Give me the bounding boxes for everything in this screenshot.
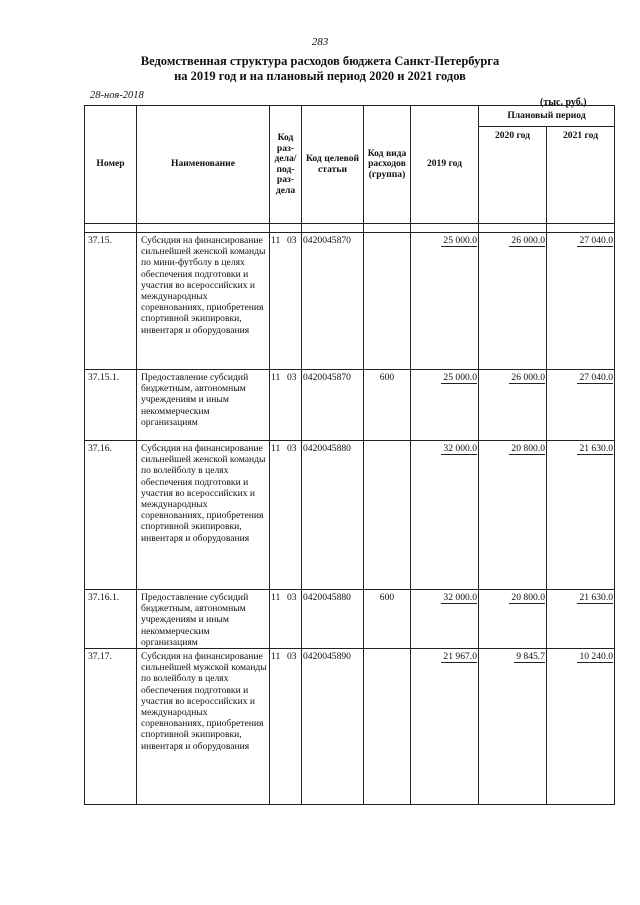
row-2019: 32 000.0 xyxy=(411,590,479,649)
row-vr: 600 xyxy=(364,590,411,649)
document-title xyxy=(0,54,640,84)
row-section: 11 03 xyxy=(270,649,302,805)
row-number: 37.15. xyxy=(85,233,137,370)
header-2020: 2020 год xyxy=(479,127,547,224)
table-row xyxy=(85,649,615,805)
row-number: 37.16. xyxy=(85,441,137,590)
table-row xyxy=(85,370,615,441)
row-vr xyxy=(364,233,411,370)
spacer-row xyxy=(85,224,615,233)
row-2020: 26 000.0 xyxy=(479,370,547,441)
row-name: Субсидия на финансирование сильнейшей женской команды по мини-футболу в целях обеспечения подготовки и участия во всероссийских и международных соревнованиях, приобретения спортивной экипировки, инвентаря и оборудования xyxy=(137,233,270,370)
row-section: 11 03 xyxy=(270,590,302,649)
row-number: 37.15.1. xyxy=(85,370,137,441)
row-section: 11 03 xyxy=(270,233,302,370)
units-label: (тыс. руб.) xyxy=(540,97,587,108)
header-section: Код раз-дела/ под-раз-дела xyxy=(270,106,302,224)
header-2019: 2019 год xyxy=(411,106,479,224)
header-csr: Код целевой статьи xyxy=(302,106,364,224)
row-2021: 27 040.0 xyxy=(547,233,615,370)
row-name: Субсидия на финансирование сильнейшей женской команды по волейболу в целях обеспечения подготовки и участия во всероссийских и международных соревнованиях, приобретения спортивной экипировки, инвентаря и оборудования xyxy=(137,441,270,590)
row-2021: 27 040.0 xyxy=(547,370,615,441)
title-line-2: на 2019 год и на плановый период 2020 и 2021 годов xyxy=(174,69,466,83)
header-plan-period: Плановый период xyxy=(479,106,615,127)
row-2019: 32 000.0 xyxy=(411,441,479,590)
header-vr: Код вида расходов (группа) xyxy=(364,106,411,224)
row-vr xyxy=(364,649,411,805)
table-row xyxy=(85,233,615,370)
header-name: Наименование xyxy=(137,106,270,224)
header-2021: 2021 год xyxy=(547,127,615,224)
title-line-1: Ведомственная структура расходов бюджета Санкт-Петербурга xyxy=(140,54,500,68)
row-2020: 20 800.0 xyxy=(479,441,547,590)
row-2019: 25 000.0 xyxy=(411,233,479,370)
row-csr: 0420045880 xyxy=(302,441,364,590)
document-date: 28-ноя-2018 xyxy=(90,90,144,101)
row-vr xyxy=(364,441,411,590)
row-name: Предоставление субсидий бюджетным, автономным учреждениям и иным некоммерческим организациям xyxy=(137,590,270,649)
table-row xyxy=(85,441,615,590)
row-csr: 0420045870 xyxy=(302,370,364,441)
row-section: 11 03 xyxy=(270,441,302,590)
row-csr: 0420045890 xyxy=(302,649,364,805)
row-number: 37.16.1. xyxy=(85,590,137,649)
row-vr: 600 xyxy=(364,370,411,441)
table-row xyxy=(85,590,615,649)
row-section: 11 03 xyxy=(270,370,302,441)
budget-table xyxy=(84,105,615,805)
row-name: Субсидия на финансирование сильнейшей мужской команды по волейболу в целях обеспечения подготовки и участия во всероссийских и международных соревнованиях, приобретения спортивной экипировки, инвентаря и оборудования xyxy=(137,649,270,805)
row-csr: 0420045880 xyxy=(302,590,364,649)
row-number: 37.17. xyxy=(85,649,137,805)
header-number: Номер xyxy=(85,106,137,224)
row-2019: 25 000.0 xyxy=(411,370,479,441)
row-2021: 21 630.0 xyxy=(547,441,615,590)
row-2021: 10 240.0 xyxy=(547,649,615,805)
row-csr: 0420045870 xyxy=(302,233,364,370)
row-2019: 21 967.0 xyxy=(411,649,479,805)
row-2020: 9 845.7 xyxy=(479,649,547,805)
row-2021: 21 630.0 xyxy=(547,590,615,649)
row-name: Предоставление субсидий бюджетным, автономным учреждениям и иным некоммерческим организациям xyxy=(137,370,270,441)
row-2020: 26 000.0 xyxy=(479,233,547,370)
row-2020: 20 800.0 xyxy=(479,590,547,649)
page-number: 283 xyxy=(311,36,329,48)
